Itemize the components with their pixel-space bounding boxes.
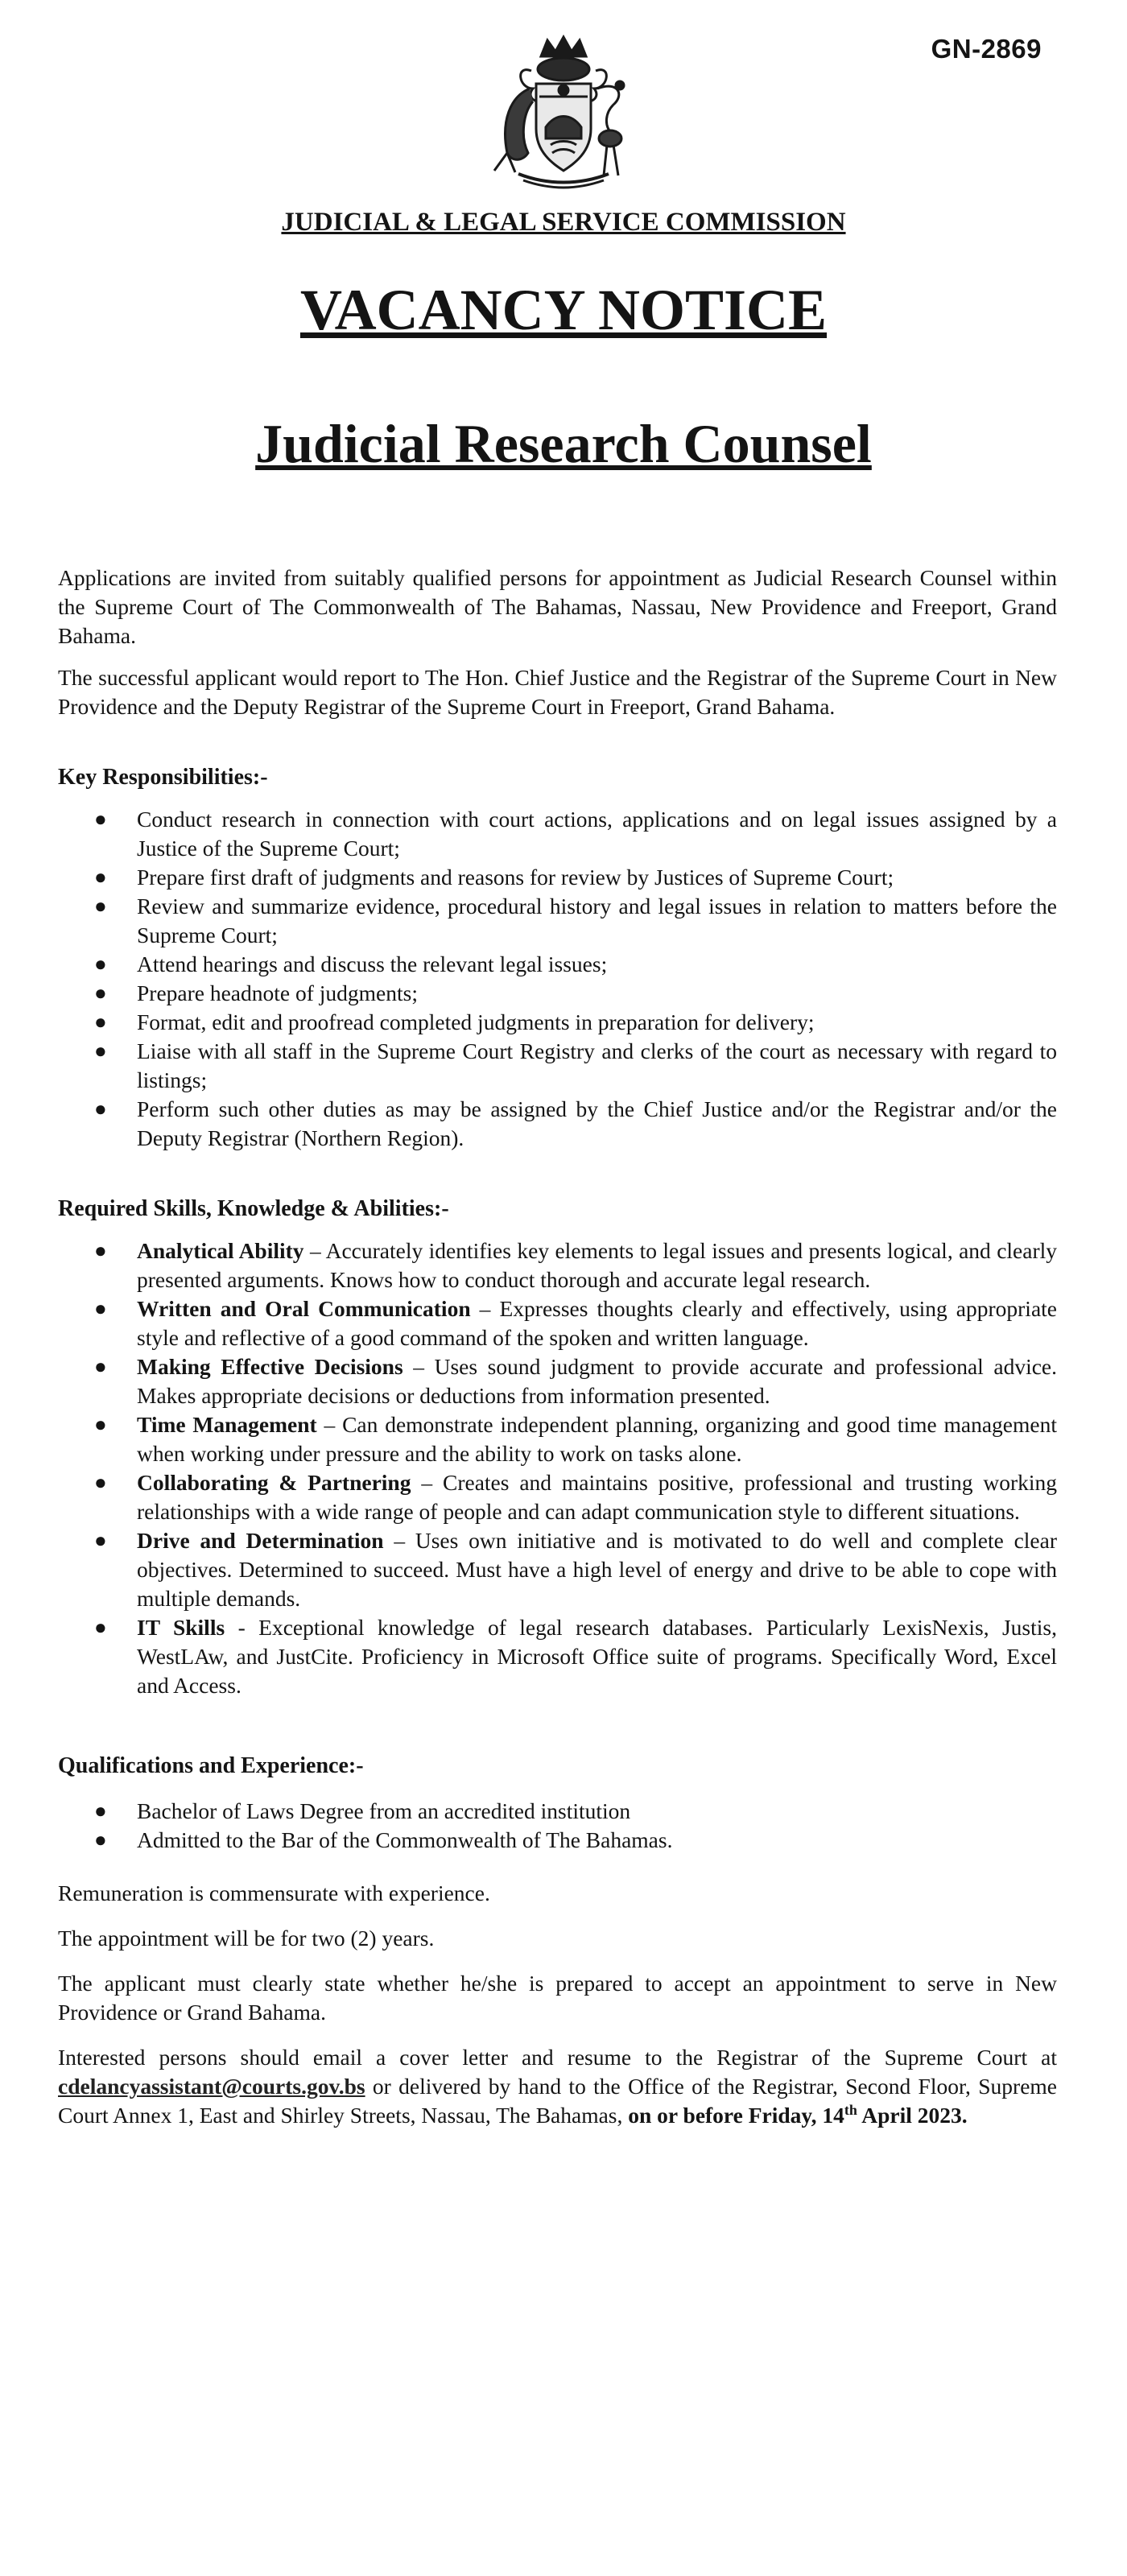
remuneration-text: Remuneration is commensurate with experience. bbox=[58, 1880, 490, 1905]
bullet-icon: ● bbox=[94, 1828, 107, 1852]
intro-paragraph: Applications are invited from suitably qualified persons for appointment as Judicial Research Counsel within the Supreme Court of The Commonwealth of The Bahamas, Nassau, New Providence and Freeport, Grand Bahama. bbox=[58, 565, 1057, 648]
list-item: ● Drive and Determination – Uses own initiative and is motivated to do well and complete clear objectives. Determined to succeed. Must have a high level of energy and drive to be able to cope with multiple demands. bbox=[94, 1528, 1057, 1611]
intro-paragraph: The successful applicant would report to The Hon. Chief Justice and the Registrar of the Supreme Court in New Providence and the Deputy Registrar of the Supreme Court in Freeport, Grand Bahama. bbox=[58, 665, 1057, 719]
list-item: ● Collaborating & Partnering – Creates and maintains positive, professional and trusting working relationships with a wide range of people and can adapt communication style to different situations. bbox=[94, 1470, 1057, 1524]
bullet-icon: ● bbox=[94, 952, 107, 976]
position-title: Judicial Research Counsel bbox=[255, 413, 872, 474]
list-item: ● Review and summarize evidence, procedural history and legal issues in relation to matters before the Supreme Court; bbox=[94, 894, 1057, 947]
commission-name: JUDICIAL & LEGAL SERVICE COMMISSION bbox=[281, 208, 846, 237]
skill-name: Making Effective Decisions bbox=[137, 1354, 403, 1379]
skills-list bbox=[58, 1236, 1057, 1700]
bullet-icon: ● bbox=[94, 981, 107, 1005]
list-item: ● Admitted to the Bar of the Commonwealth of The Bahamas. bbox=[58, 1826, 1057, 1855]
list-item: ● Liaise with all staff in the Supreme Court Registry and clerks of the court as necessary with regard to listings; bbox=[94, 1038, 1057, 1092]
skills-heading: Required Skills, Knowledge & Abilities:- bbox=[58, 1196, 449, 1221]
bullet-icon: ● bbox=[94, 1039, 107, 1063]
list-item: ● Prepare headnote of judgments; bbox=[58, 979, 1057, 1008]
notice-body bbox=[58, 564, 1057, 2130]
list-item: ● Format, edit and proofread completed judgments in preparation for delivery; bbox=[58, 1008, 1057, 1037]
list-item: ● IT Skills - Exceptional knowledge of legal research databases. Particularly LexisNexis, Justis, WestLAw, and JustCite. Proficiency in Microsoft Office suite of programs. Specifically Word, Excel and Access. bbox=[94, 1615, 1057, 1698]
list-item: ● Conduct research in connection with court actions, applications and on legal issues assigned by a Justice of the Supreme Court; bbox=[94, 807, 1057, 861]
bullet-icon: ● bbox=[94, 1616, 107, 1639]
skill-name: Written and Oral Communication bbox=[137, 1296, 471, 1321]
notice-title: VACANCY NOTICE bbox=[299, 278, 828, 342]
list-item: ● Time Management – Can demonstrate independent planning, organizing and good time management when working under pressure and the ability to work on tasks alone. bbox=[94, 1412, 1057, 1466]
deadline: on or before Friday, 14th April 2023. bbox=[628, 2101, 968, 2128]
location-text: The applicant must clearly state whether he/she is prepared to accept an appointment to serve in New Providence or Grand Bahama. bbox=[58, 1971, 1057, 2025]
bullet-icon: ● bbox=[94, 894, 107, 918]
term-text: The appointment will be for two (2) years. bbox=[58, 1926, 435, 1951]
bullet-icon: ● bbox=[94, 1297, 107, 1320]
qualifications-heading: Qualifications and Experience:- bbox=[58, 1753, 364, 1778]
skill-name: Analytical Ability bbox=[137, 1238, 304, 1263]
list-item: ● Analytical Ability – Accurately identifies key elements to legal issues and presents logical, and clearly presented arguments. Knows how to conduct thorough and accurate legal research. bbox=[94, 1238, 1058, 1292]
bullet-icon: ● bbox=[94, 865, 107, 889]
application-instructions: Interested persons should email a cover letter and resume to the Registrar of the Supreme Court at cdelancyassistant@courts.gov.bs or delivered by hand to the Office of the Registrar, Second Floor, Supreme Court Annex 1, East and Shirley Streets, Nassau, The Bahamas, on or before Friday, 14th April 2023. bbox=[58, 2045, 1058, 2128]
bullet-icon: ● bbox=[94, 1529, 107, 1552]
bullet-icon: ● bbox=[94, 1239, 107, 1262]
bullet-icon: ● bbox=[94, 1471, 107, 1494]
bullet-icon: ● bbox=[94, 1097, 107, 1121]
list-item: ● Bachelor of Laws Degree from an accredited institution bbox=[58, 1797, 1057, 1826]
skill-name: IT Skills bbox=[137, 1615, 225, 1640]
responsibilities-list bbox=[58, 805, 1057, 1153]
coat-of-arms-icon bbox=[483, 32, 644, 189]
email-link[interactable]: cdelancyassistant@courts.gov.bs bbox=[58, 2074, 365, 2099]
list-item: ● Attend hearings and discuss the relevant legal issues; bbox=[58, 950, 1057, 979]
responsibilities-heading: Key Responsibilities:- bbox=[58, 765, 268, 790]
bullet-icon: ● bbox=[94, 1355, 107, 1378]
list-item: ● Written and Oral Communication – Expresses thoughts clearly and effectively, using appropriate style and reflective of a good command of the spoken and written language. bbox=[94, 1296, 1057, 1350]
skill-name: Collaborating & Partnering bbox=[137, 1470, 411, 1495]
bullet-icon: ● bbox=[94, 1413, 107, 1436]
bullet-icon: ● bbox=[94, 807, 107, 831]
list-item: ● Perform such other duties as may be assigned by the Chief Justice and/or the Registrar and/or the Deputy Registrar (Northern Region). bbox=[94, 1096, 1057, 1150]
qualifications-list bbox=[58, 1797, 1057, 1855]
skill-name: Time Management bbox=[137, 1412, 317, 1437]
bullet-icon: ● bbox=[94, 1010, 107, 1034]
skill-name: Drive and Determination bbox=[137, 1528, 384, 1553]
list-item: ● Prepare first draft of judgments and reasons for review by Justices of Supreme Court; bbox=[58, 863, 1057, 892]
list-item: ● Making Effective Decisions – Uses sound judgment to provide accurate and professional advice. Makes appropriate decisions or deductions from information presented. bbox=[94, 1354, 1057, 1408]
bullet-icon: ● bbox=[94, 1799, 107, 1823]
notice-id: GN-2869 bbox=[931, 34, 1042, 64]
